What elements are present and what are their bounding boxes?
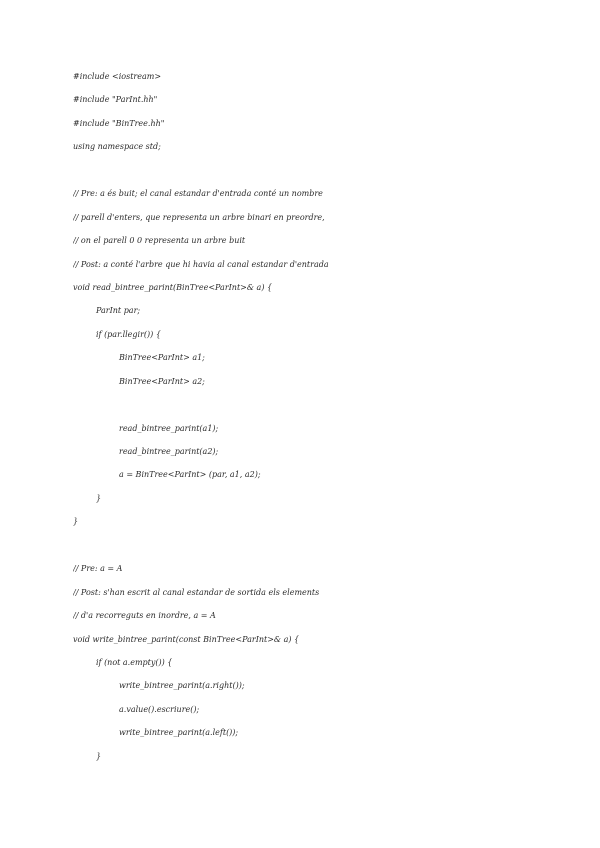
code-line: void read_bintree_parint(BinTree<ParInt>& a) { — [73, 282, 273, 292]
blank-line — [73, 539, 583, 562]
code-line: write_bintree_parint(a.left()); — [119, 728, 239, 738]
code-line: #include "BinTree.hh" — [73, 118, 165, 128]
code-line: read_bintree_parint(a1); — [119, 423, 219, 433]
code-line: ParInt par; — [96, 306, 141, 316]
code-line: // Pre: a = A — [73, 564, 123, 574]
code-line: BinTree<ParInt> a2; — [119, 376, 205, 386]
blank-line — [73, 164, 583, 187]
code-line: using namespace std; — [73, 142, 161, 152]
code-line: read_bintree_parint(a2); — [119, 447, 219, 456]
code-line: a = BinTree<ParInt> (par, a1, a2); — [119, 470, 261, 480]
blank-line — [73, 398, 583, 421]
code-line: // Post: s'han escrit al canal estandar de sortida els elements — [73, 587, 320, 597]
code-line: // Pre: a és buit; el canal estandar d'entrada conté un nombre — [73, 189, 323, 199]
code-line: BinTree<ParInt> a1; — [119, 353, 205, 363]
code-line: // d'a recorreguts en inordre, a = A — [73, 611, 216, 621]
code-line: #include "ParInt.hh" — [73, 95, 158, 105]
code-line: if (not a.empty()) { — [96, 657, 173, 667]
code-line: } — [96, 751, 102, 761]
code-line: if (par.llegir()) { — [96, 329, 161, 339]
code-line: // parell d'enters, que representa un arbre binari en preordre, — [73, 212, 325, 222]
code-line: } — [73, 517, 79, 527]
code-line: // on el parell 0 0 representa un arbre buit — [73, 236, 246, 246]
code-line: #include <iostream> — [73, 72, 162, 81]
code-line: void write_bintree_parint(const BinTree<ParInt>& a) { — [73, 634, 300, 644]
code-line: } — [96, 493, 102, 503]
code-line: a.value().escriure(); — [119, 704, 200, 714]
code-line: write_bintree_parint(a.right()); — [119, 681, 245, 691]
code-listing — [73, 70, 583, 773]
code-line: // Post: a conté l'arbre que hi havia al canal estandar d'entrada — [73, 259, 329, 269]
